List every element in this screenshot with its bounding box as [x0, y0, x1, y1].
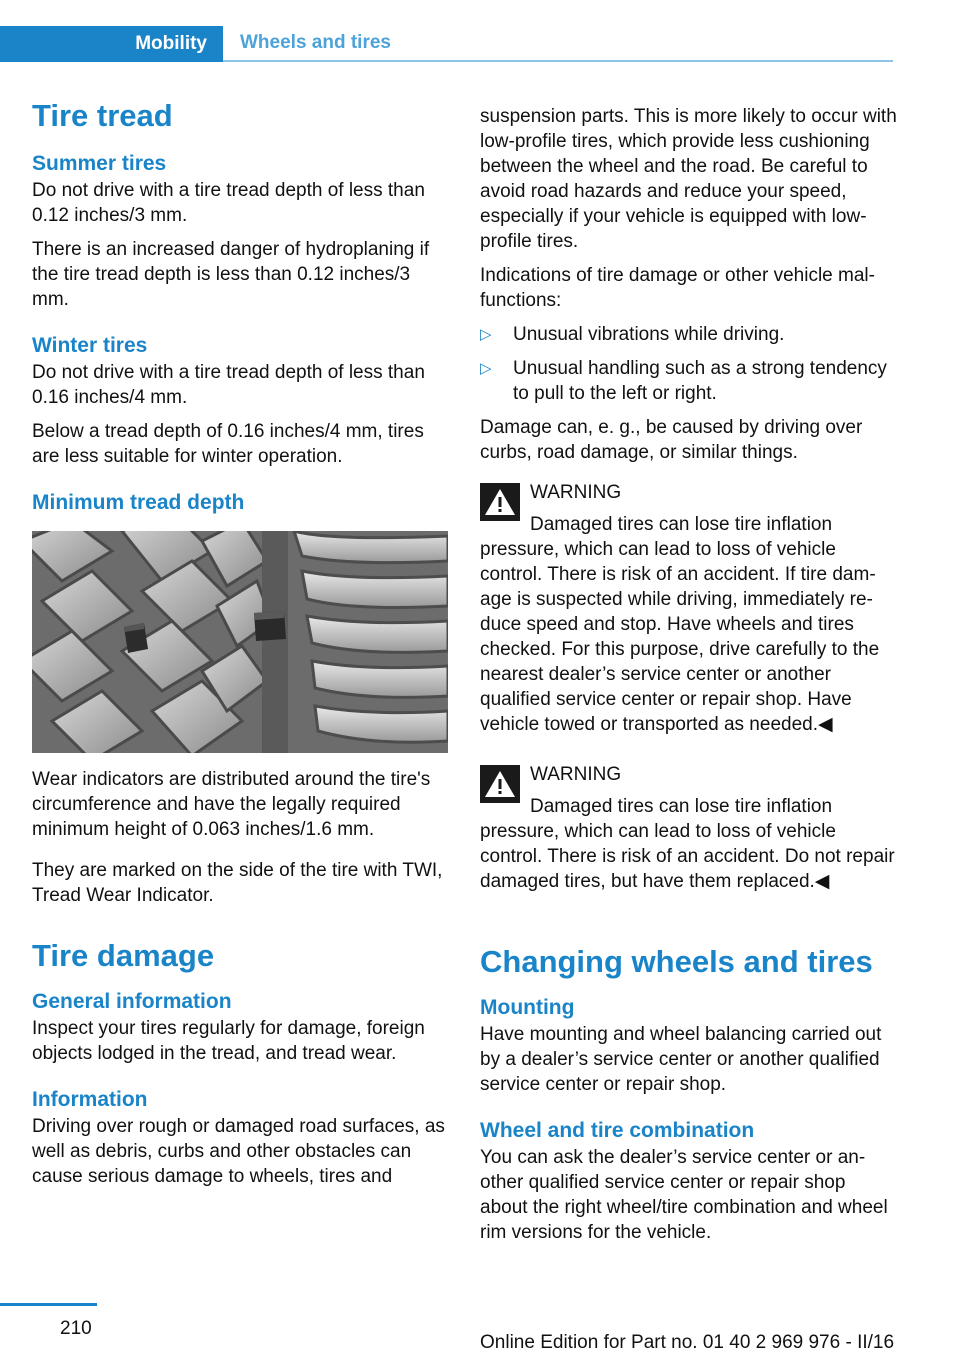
- damage-cause-paragraph: Damage can, e. g., be caused by driving over curbs, road damage, or similar things.: [480, 417, 863, 463]
- warning-box-1: [480, 482, 898, 737]
- triangle-bullet-icon: ▷: [480, 360, 492, 377]
- wear-indicator-block-right: [254, 611, 286, 641]
- mounting-heading: Mounting: [480, 996, 575, 1019]
- indications-paragraph: Indications of tire damage or other vehicle malfunctions:: [480, 265, 875, 311]
- wear-indicator-paragraph-1: Wear indicators are distributed around the tire's circumference and have the legally required minimum height of 0.063 inches/1.6 mm.: [32, 769, 431, 840]
- general-information-heading: General information: [32, 990, 232, 1013]
- mounting-paragraph: Have mounting and wheel balancing carried out by a dealer’s service center or another qualified service center or repair shop.: [480, 1024, 882, 1095]
- winter-paragraph-1: Do not drive with a tire tread depth of less than 0.16 inches/4 mm.: [32, 362, 425, 408]
- wear-indicator-paragraph-2: They are marked on the side of the tire with TWI, Tread Wear Indicator.: [32, 860, 443, 906]
- warning-triangle-icon: [480, 483, 520, 521]
- right-column: [480, 104, 898, 1254]
- footer-edition: Online Edition for Part no. 01 40 2 969 976 - II/16: [480, 1332, 895, 1353]
- changing-wheels-heading: Changing wheels and tires: [480, 944, 873, 979]
- section-tab-mobility[interactable]: Mobility: [0, 26, 223, 62]
- summer-tires-heading: Summer tires: [32, 152, 167, 175]
- suspension-paragraph: suspension parts. This is more likely to occur with low-profile tires, which provide less cushioning between the wheel and the road. Be careful to avoid road hazards and reduce your speed, especially if your vehicle is equipped with low-profile tires.: [480, 106, 897, 252]
- list-item-text: Unusual handling such as a strong tendency to pull to the left or right.: [513, 358, 887, 404]
- information-heading: Information: [32, 1088, 148, 1111]
- tire-tread-graphic: [32, 531, 448, 753]
- warning-title: WARNING: [530, 764, 622, 785]
- list-item-text: Unusual vibrations while driving.: [513, 324, 785, 345]
- minimum-tread-depth-heading: Minimum tread depth: [32, 491, 245, 514]
- information-paragraph: Driving over rough or damaged road surfaces, as well as debris, curbs and other obstacles can cause serious damage to wheels, tires and: [32, 1116, 445, 1187]
- tread-wear-indicator-illustration: [32, 531, 448, 753]
- warning-text-rest: pressure, which can lead to loss of vehicle control. There is risk of an accident. If tire damage is suspected while driving, immediately reduce speed and stop. Have wheels and tires checked. For this purpose, drive carefully to the nearest dealer’s service center or another qualified service center or repair shop. Have vehicle towed or transported as needed.◀: [480, 539, 880, 735]
- general-information-paragraph: Inspect your tires regularly for damage, foreign objects lodged in the tread, and tread wear.: [32, 1018, 425, 1064]
- header-tabs: [0, 26, 893, 62]
- list-item: [480, 356, 898, 406]
- warning-text-rest: pressure, which can lead to loss of vehicle control. There is risk of an accident. Do not repair damaged tires, but have them replaced.◀: [480, 821, 895, 892]
- section-tab-wheels-and-tires[interactable]: Wheels and tires: [223, 26, 893, 62]
- warning-triangle-icon: [480, 765, 520, 803]
- triangle-bullet-icon: ▷: [480, 326, 492, 343]
- indications-list: [480, 322, 898, 406]
- warning-text-line-1: Damaged tires can lose tire inflation: [530, 796, 833, 817]
- warning-title: WARNING: [530, 482, 622, 503]
- warning-text: [480, 794, 898, 894]
- winter-tires-heading: Winter tires: [32, 334, 148, 357]
- summer-paragraph-2: There is an increased danger of hydroplaning if the tire tread depth is less than 0.12 inches/3 mm.: [32, 239, 430, 310]
- footer-divider: [0, 1303, 97, 1306]
- winter-paragraph-2: Below a tread depth of 0.16 inches/4 mm, tires are less suitable for winter operation.: [32, 421, 424, 467]
- list-item: [480, 322, 898, 347]
- tire-damage-heading: Tire damage: [32, 938, 215, 973]
- tire-tread-heading: Tire tread: [32, 98, 173, 133]
- left-column: [32, 96, 450, 1198]
- warning-text-line-1: Damaged tires can lose tire inflation: [530, 514, 833, 535]
- warning-text: [480, 512, 898, 737]
- wheel-tire-combination-paragraph: You can ask the dealer’s service center or another qualified service center or repair shop about the right wheel/tire combination and wheel rim versions for the vehicle.: [480, 1147, 888, 1243]
- warning-box-2: [480, 764, 898, 894]
- page-number: 210: [60, 1318, 92, 1339]
- summer-paragraph-1: Do not drive with a tire tread depth of less than 0.12 inches/3 mm.: [32, 180, 425, 226]
- wear-indicator-block-left: [124, 623, 148, 653]
- wheel-tire-combination-heading: Wheel and tire combination: [480, 1119, 755, 1142]
